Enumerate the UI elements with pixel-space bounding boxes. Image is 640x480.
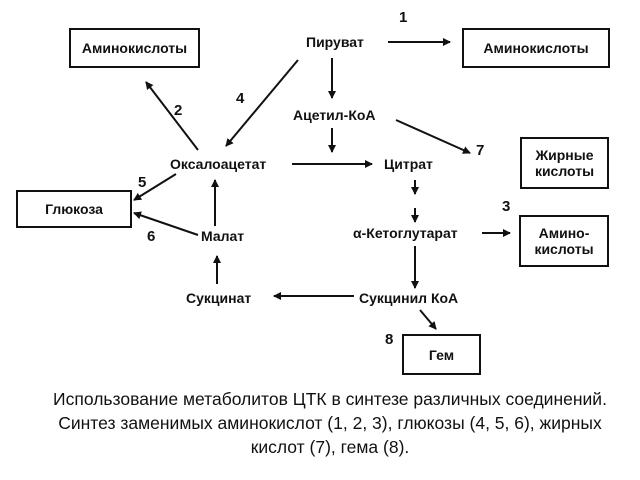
box-heme — [402, 334, 481, 375]
pathway-number-6: 6 — [147, 228, 156, 245]
box-glucose-label: Глюкоза — [45, 201, 103, 217]
arrow-succinyl-coa-to-heme — [420, 310, 436, 329]
node-oxaloacetate: Оксалоацетат — [170, 156, 267, 172]
box-amino-acids-bottom — [519, 215, 609, 267]
pathway-number-2: 2 — [174, 102, 183, 119]
box-amino-acids-right — [462, 28, 610, 68]
pathway-number-3: 3 — [502, 198, 511, 215]
node-acetyl-coa: Ацетил-КоА — [293, 107, 376, 123]
box-heme-label: Гем — [428, 346, 455, 363]
box-fatty-acids-line2: кислоты — [534, 163, 595, 179]
pathway-number-4: 4 — [236, 90, 245, 107]
box-amino-bottom-line1: Амино- — [538, 225, 590, 241]
node-pyruvate: Пируват — [306, 34, 364, 50]
figure-caption: Использование метаболитов ЦТК в синтезе различных соединений. Синтез заменимых аминокислот (1, 2, 3), глюкозы (4, 5, 6), жирных кислот (7), гема (8). — [53, 389, 607, 457]
box-fatty-acids — [520, 137, 609, 189]
pathway-number-7: 7 — [476, 142, 485, 159]
arrow-malate-to-glucose — [134, 213, 198, 235]
arrow-acetyl-coa-to-fatty-acids — [396, 120, 470, 153]
arrow-oxaloacetate-to-amino-left — [146, 82, 198, 150]
node-alpha-ketoglutarate: α-Кетоглутарат — [353, 225, 458, 241]
pathway-number-5: 5 — [138, 174, 147, 191]
pathway-number-8: 8 — [385, 331, 394, 348]
box-amino-acids-right-label: Аминокислоты — [483, 40, 589, 56]
box-fatty-acids-line1: Жирные — [535, 147, 594, 163]
pathway-number-1: 1 — [399, 9, 408, 26]
node-succinate: Сукцинат — [186, 290, 252, 306]
node-succinyl-coa: Сукцинил КоА — [359, 290, 459, 306]
box-amino-acids-left-label: Аминокислоты — [81, 40, 188, 56]
box-amino-acids-left — [69, 28, 200, 68]
node-citrate: Цитрат — [384, 156, 433, 172]
box-glucose — [16, 190, 132, 228]
box-amino-bottom-line2: кислоты — [534, 241, 594, 257]
node-malate: Малат — [201, 228, 245, 244]
